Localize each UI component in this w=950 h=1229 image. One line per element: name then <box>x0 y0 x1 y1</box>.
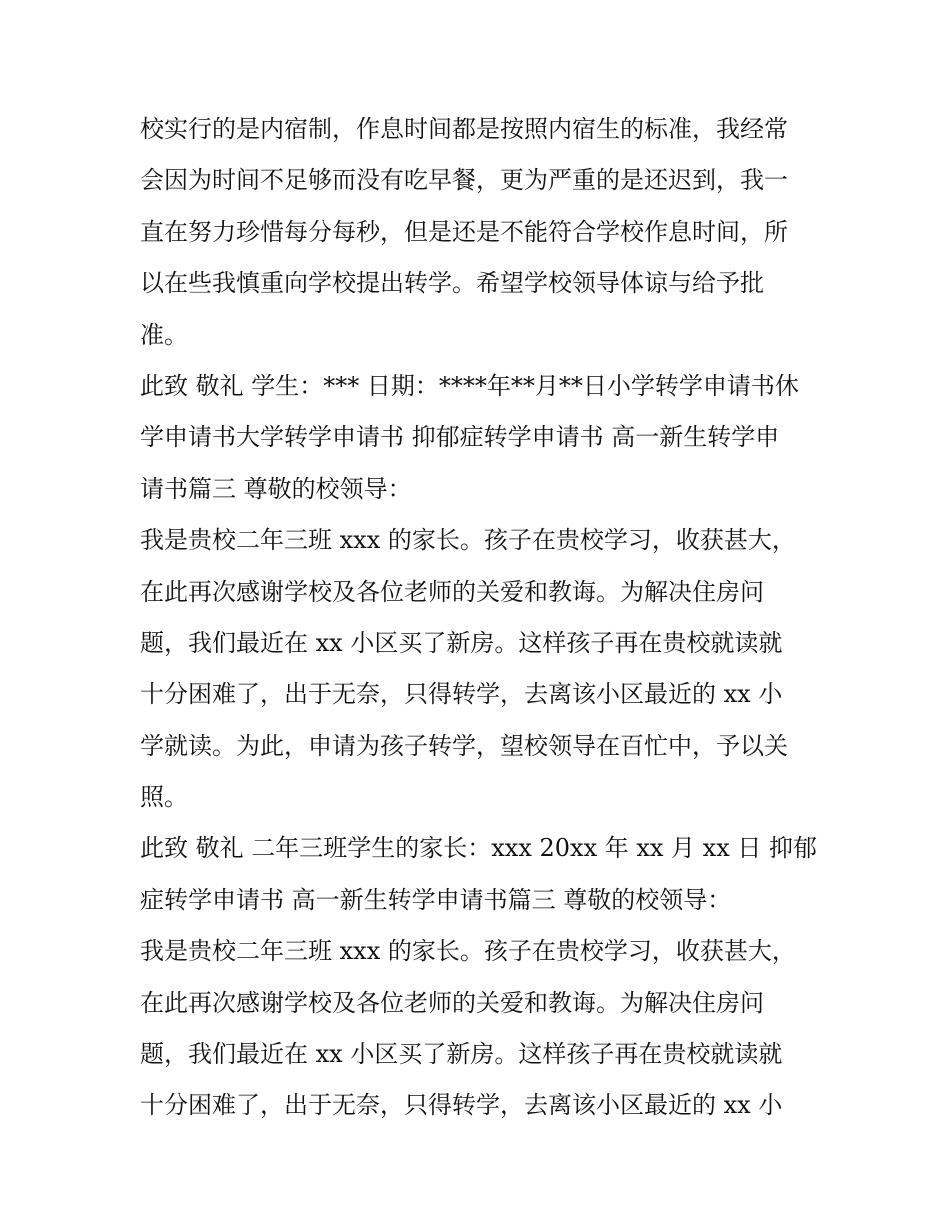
text-line: 直在努力珍惜每分每秒，但是还是不能符合学校作息时间，所 <box>140 217 788 246</box>
text-line: 在此再次感谢学校及各位老师的关爱和教诲。为解决住房问 <box>140 988 764 1017</box>
text-line: 题，我们最近在 xx 小区买了新房。这样孩子再在贵校就读就 <box>140 628 783 657</box>
text-line: 症转学申请书 高一新生转学申请书篇三 尊敬的校领导： <box>140 885 732 914</box>
text-line: 题，我们最近在 xx 小区买了新房。这样孩子再在贵校就读就 <box>140 1040 783 1069</box>
text-line: 会因为时间不足够而没有吃早餐，更为严重的是还迟到，我一 <box>140 166 788 195</box>
text-line: 十分困难了，出于无奈，只得转学，去离该小区最近的 xx 小 <box>140 680 783 709</box>
text-line: 校实行的是内宿制，作息时间都是按照内宿生的标准，我经常 <box>140 115 788 143</box>
text-line: 学就读。为此，申请为孩子转学，望校领导在百忙中，予以关 <box>140 731 788 760</box>
text-line: 以在些我慎重向学校提出转学。希望学校领导体谅与给予批 <box>140 269 764 298</box>
text-line: 此致 敬礼 二年三班学生的家长：xxx 20xx 年 xx 月 xx 日 抑郁 <box>140 834 818 863</box>
text-line: 请书篇三 尊敬的校领导： <box>140 474 412 503</box>
text-line: 学申请书大学转学申请书 抑郁症转学申请书 高一新生转学申 <box>140 423 780 452</box>
text-line: 在此再次感谢学校及各位老师的关爱和教诲。为解决住房问 <box>140 577 764 606</box>
text-line: 此致 敬礼 学生：*** 日期：****年**月**日小学转学申请书休 <box>140 371 799 400</box>
document-body <box>140 104 820 1132</box>
text-line: 十分困难了，出于无奈，只得转学，去离该小区最近的 xx 小 <box>140 1091 783 1120</box>
text-line: 我是贵校二年三班 xxx 的家长。孩子在贵校学习，收获甚大， <box>140 937 796 966</box>
text-line: 准。 <box>140 320 188 349</box>
text-line: 照。 <box>140 783 188 812</box>
text-line: 我是贵校二年三班 xxx 的家长。孩子在贵校学习，收获甚大， <box>140 526 796 555</box>
